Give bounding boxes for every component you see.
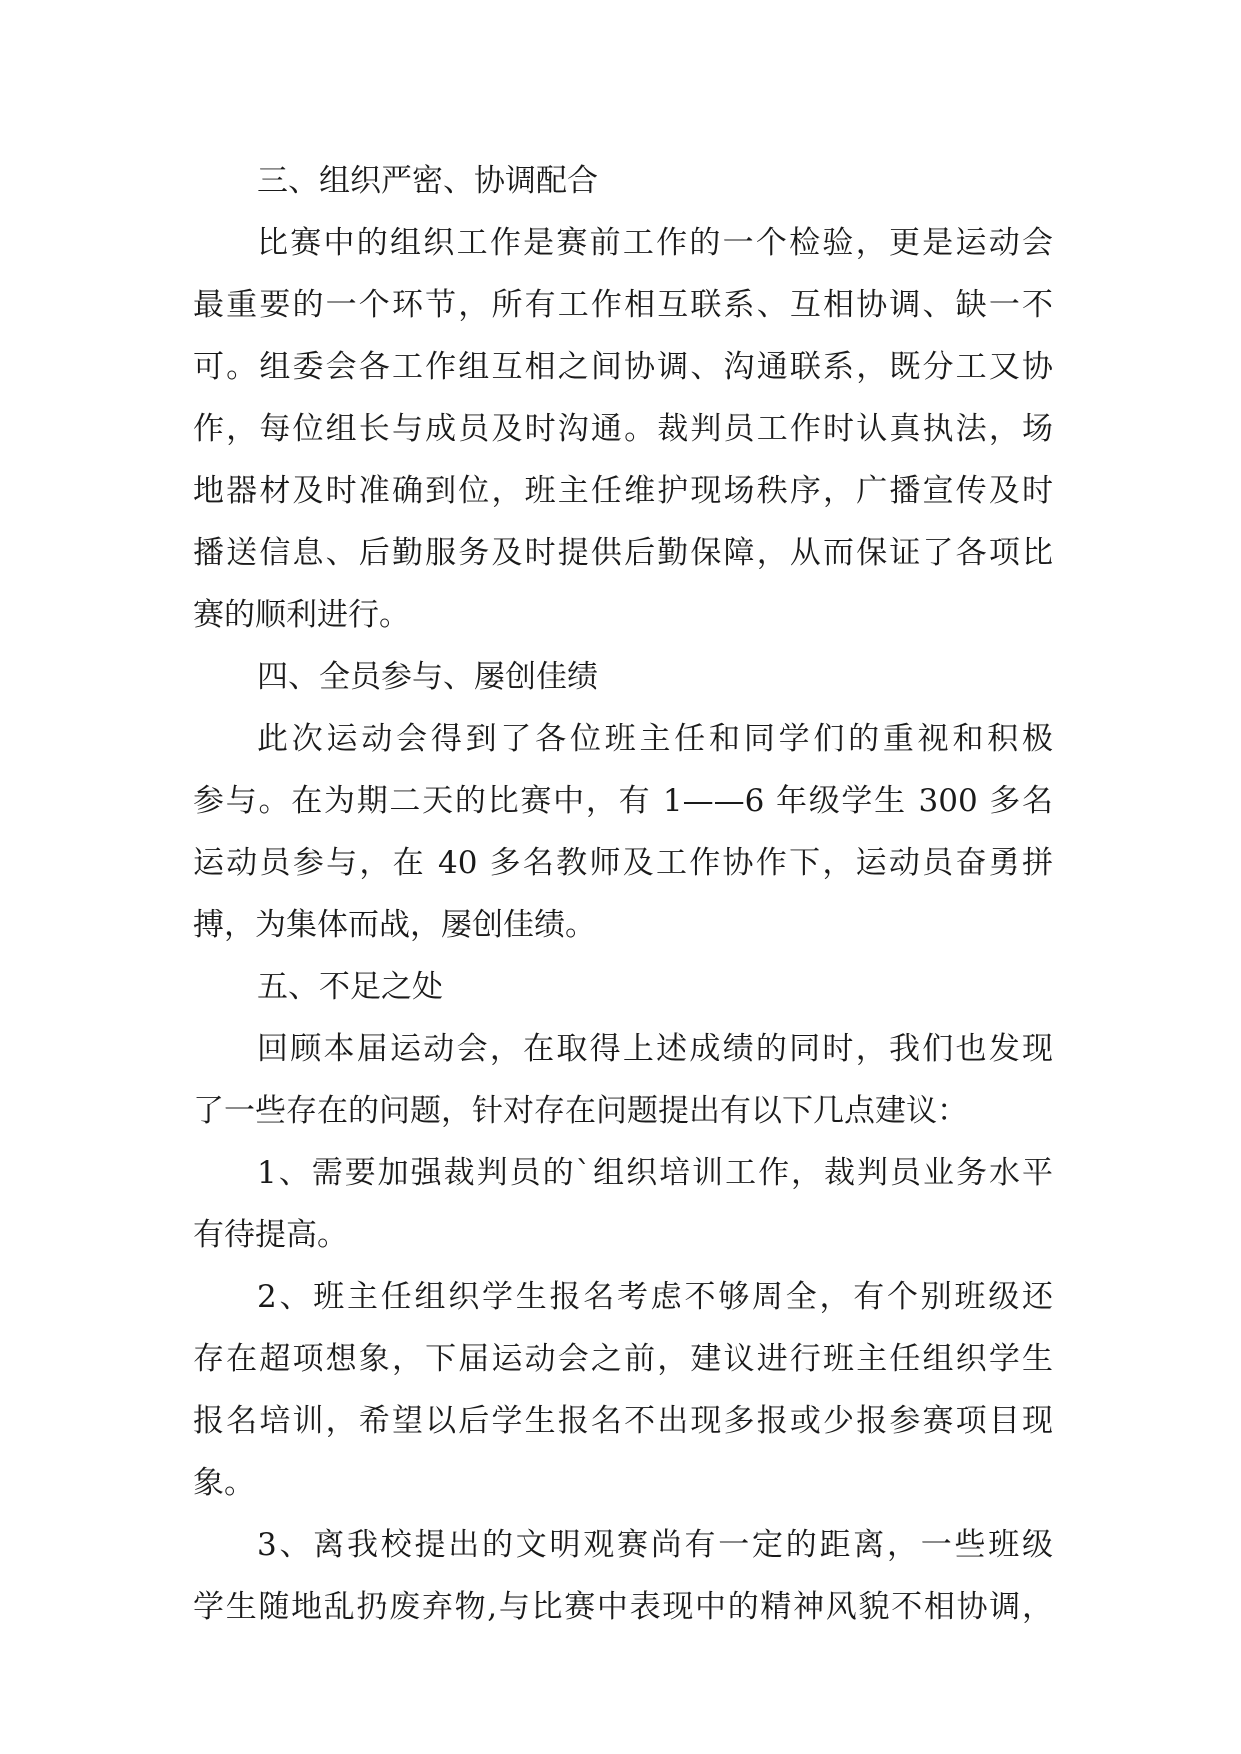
text-line: 参与。在为期二天的比赛中，有 1——6 年级学生 300 多名 (193, 783, 1053, 819)
text-line: 搏，为集体而战，屡创佳绩。 (193, 907, 596, 943)
text-line: 运动员参与，在 40 多名教师及工作协作下，运动员奋勇拼 (193, 845, 1053, 881)
text-line: 1、需要加强裁判员的`组织培训工作，裁判员业务水平 (257, 1155, 1053, 1191)
text-line: 3、离我校提出的文明观赛尚有一定的距离，一些班级 (257, 1527, 1053, 1563)
text-line: 报名培训，希望以后学生报名不出现多报或少报参赛项目现 (193, 1403, 1053, 1439)
text-line: 播送信息、后勤服务及时提供后勤保障，从而保证了各项比 (193, 535, 1053, 571)
text-line: 五、不足之处 (257, 969, 443, 1005)
text-line: 最重要的一个环节，所有工作相互联系、互相协调、缺一不 (193, 287, 1053, 323)
text-line: 存在超项想象，下届运动会之前，建议进行班主任组织学生 (193, 1341, 1053, 1377)
text-line: 回顾本届运动会，在取得上述成绩的同时，我们也发现 (257, 1031, 1053, 1067)
text-line: 比赛中的组织工作是赛前工作的一个检验，更是运动会 (257, 225, 1053, 261)
document-body (193, 150, 1053, 1638)
text-line: 2、班主任组织学生报名考虑不够周全，有个别班级还 (257, 1279, 1053, 1315)
text-line: 可。组委会各工作组互相之间协调、沟通联系，既分工又协 (193, 349, 1053, 385)
text-line: 学生随地乱扔废弃物,与比赛中表现中的精神风貌不相协调， (193, 1589, 1053, 1625)
text-line: 赛的顺利进行。 (193, 597, 410, 633)
text-line: 象。 (193, 1465, 255, 1501)
text-line: 三、组织严密、协调配合 (257, 163, 598, 199)
text-line: 四、全员参与、屡创佳绩 (257, 659, 598, 695)
text-line: 了一些存在的问题，针对存在问题提出有以下几点建议： (193, 1093, 968, 1129)
text-line: 地器材及时准确到位，班主任维护现场秩序，广播宣传及时 (193, 473, 1053, 509)
text-line: 有待提高。 (193, 1217, 348, 1253)
text-line: 此次运动会得到了各位班主任和同学们的重视和积极 (257, 721, 1053, 757)
text-line: 作，每位组长与成员及时沟通。裁判员工作时认真执法，场 (193, 411, 1053, 447)
